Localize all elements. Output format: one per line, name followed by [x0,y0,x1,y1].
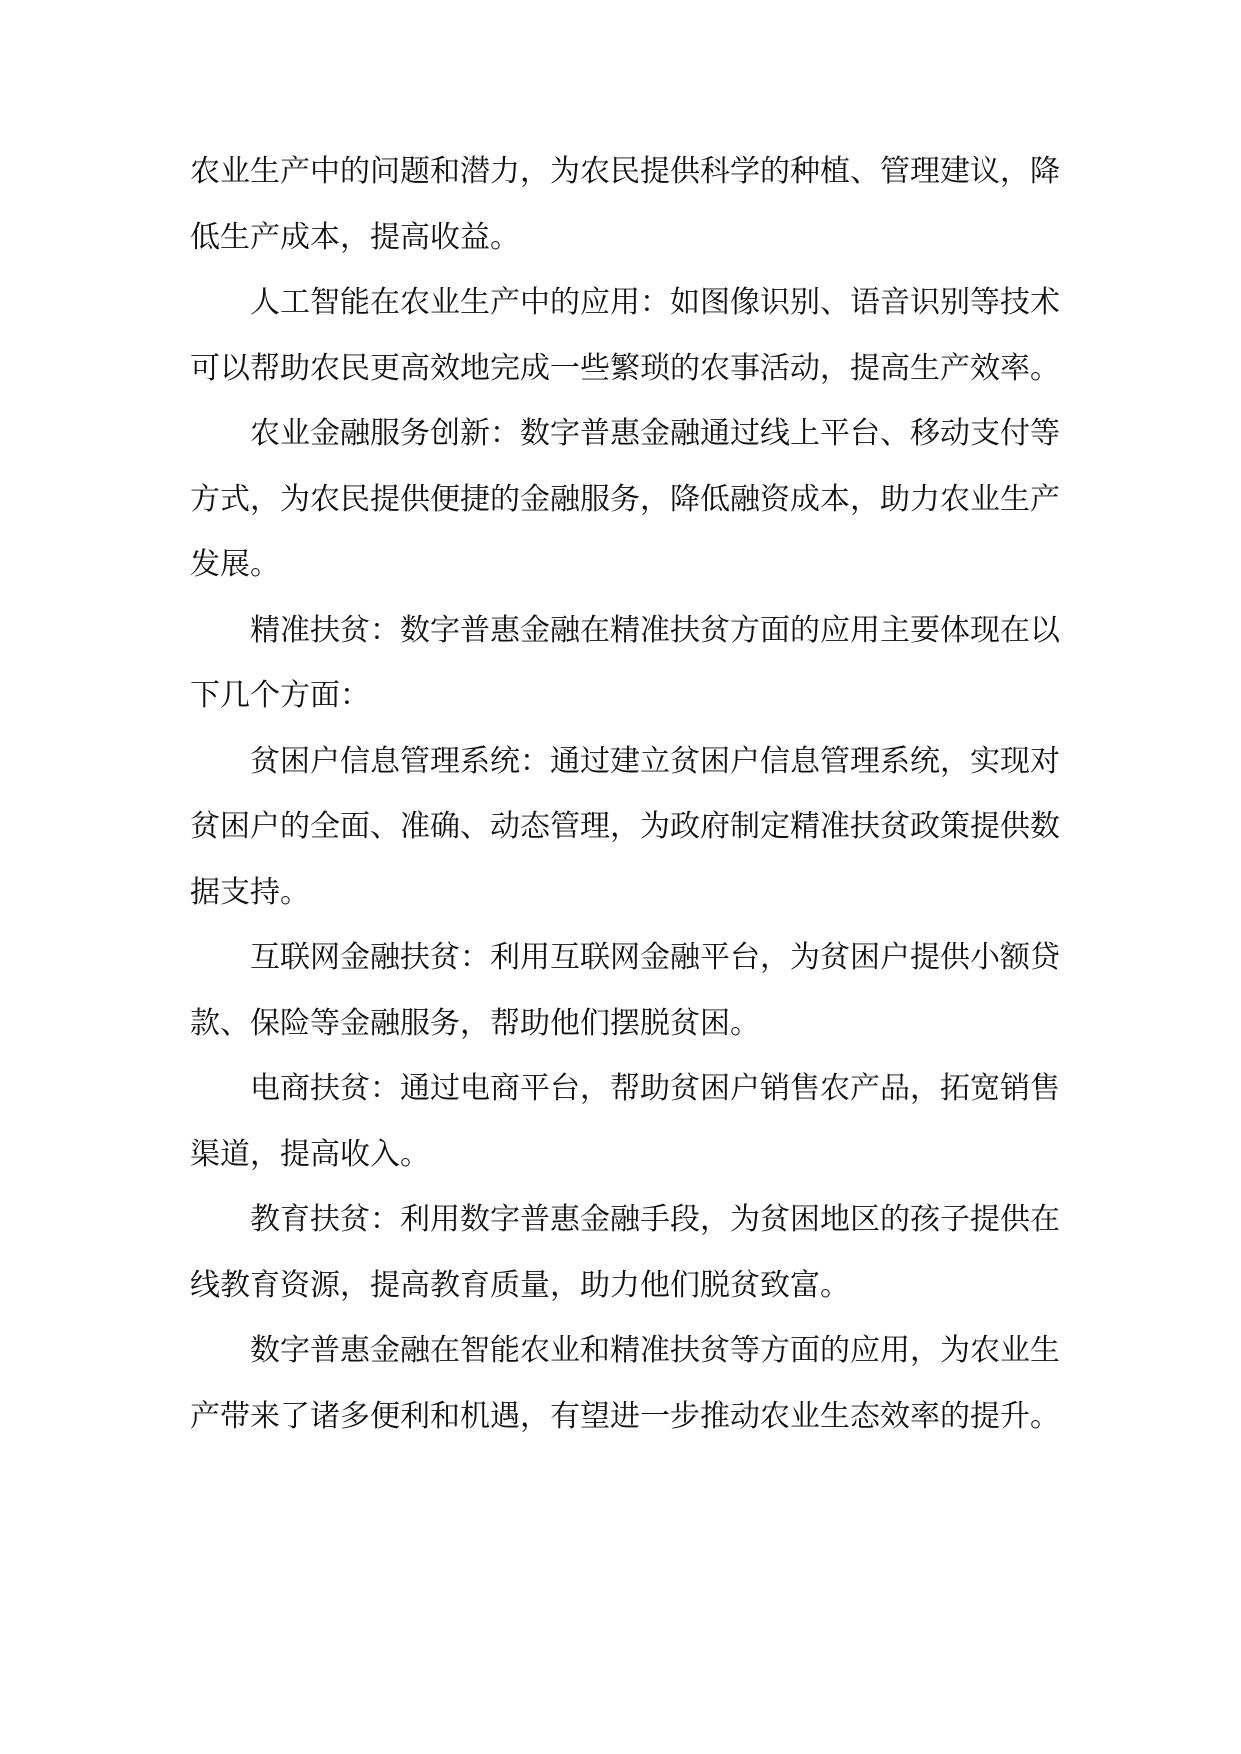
paragraph-ecommerce: 电商扶贫：通过电商平台，帮助贫困户销售农产品，拓宽销售渠道，提高收入。 [190,1071,1060,1172]
paragraph-education: 教育扶贫：利用数字普惠金融手段，为贫困地区的孩子提供在线教育资源，提高教育质量，助力他们脱贫致富。 [190,1202,1060,1303]
paragraph-conclusion: 数字普惠金融在智能农业和精准扶贫等方面的应用，为农业生产带来了诸多便利和机遇，有望进一步推动农业生态效率的提升。 [190,1333,1060,1434]
paragraph-continued-intro: 农业生产中的问题和潜力，为农民提供科学的种植、管理建议，降低生产成本，提高收益。 [190,154,1060,255]
paragraph-info-management-system: 贫困户信息管理系统：通过建立贫困户信息管理系统，实现对贫困户的全面、准确、动态管理，为政府制定精准扶贫政策提供数据支持。 [190,743,1060,910]
paragraph-finance-innovation: 农业金融服务创新：数字普惠金融通过线上平台、移动支付等方式，为农民提供便捷的金融服务，降低融资成本，助力农业生产发展。 [190,416,1060,582]
paragraph-ai-application: 人工智能在农业生产中的应用：如图像识别、语音识别等技术可以帮助农民更高效地完成一些繁琐的农事活动，提高生产效率。 [190,285,1060,386]
paragraph-internet-finance: 互联网金融扶贫：利用互联网金融平台，为贫困户提供小额贷款、保险等金融服务，帮助他们摆脱贫困。 [190,940,1060,1041]
paragraph-precision-poverty-alleviation: 精准扶贫：数字普惠金融在精准扶贫方面的应用主要体现在以下几个方面： [190,612,1060,713]
document-body [190,139,1060,1449]
